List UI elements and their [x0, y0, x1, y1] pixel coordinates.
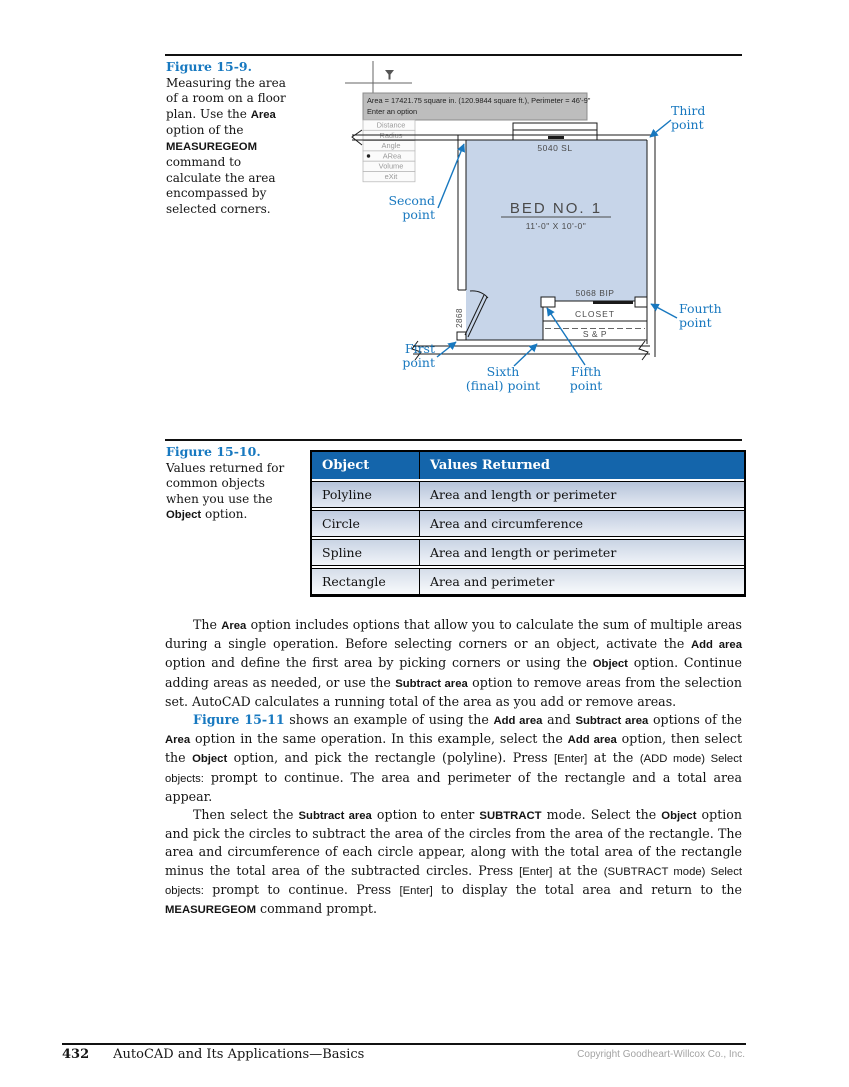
door-size-label: 2868 — [455, 308, 464, 328]
menu-item-exit: eXit — [384, 172, 398, 181]
table-cell-values: Area and circumference — [430, 516, 584, 531]
footer-divider — [62, 1043, 746, 1045]
svg-text:Fifth: Fifth — [570, 364, 602, 379]
table-cell-object: Rectangle — [312, 569, 420, 594]
footer-left — [62, 1047, 364, 1062]
dynamic-input-icon — [385, 70, 394, 80]
copyright-notice: Copyright Goodheart-Willcox Co., Inc. — [577, 1049, 745, 1060]
svg-text:point: point — [671, 117, 704, 132]
room-name-label: BED NO. 1 — [509, 200, 603, 217]
table-header-object: Object — [312, 452, 420, 479]
body-text-column — [165, 616, 742, 919]
dynamic-input-tooltip — [363, 93, 591, 120]
svg-text:Fourth: Fourth — [679, 301, 722, 316]
measuregeom-option-menu — [363, 120, 415, 182]
table-cell-values: Area and perimeter — [430, 574, 555, 589]
tooltip-prompt-text: Enter an option — [367, 107, 418, 116]
menu-item-radius: Radius — [379, 130, 403, 140]
room-area-highlight — [466, 140, 647, 340]
values-returned-table — [310, 450, 746, 597]
table-cell-values: Area and length or perimeter — [430, 545, 617, 560]
wall-break-top-left — [352, 130, 362, 145]
svg-text:First: First — [404, 341, 435, 356]
table-row — [312, 568, 744, 595]
figure-15-9-diagram — [338, 58, 748, 403]
menu-item-angle: Angle — [381, 141, 401, 151]
svg-text:Second: Second — [388, 193, 435, 208]
tooltip-area-text: Area = 17421.75 square in. (120.9844 square ft.), Perimeter = 46'-9" — [367, 96, 591, 105]
selected-option-bullet — [367, 154, 370, 157]
figure-15-10-label: Figure 15-10. — [166, 444, 261, 459]
table-header-values: Values Returned — [430, 458, 551, 473]
figure-15-9-caption: Measuring the area of a room on a floor plan. Use the Area option of the MEASUREGEOM command to calculate the area encompassed by selected corners. — [166, 75, 286, 216]
figure-15-9-caption-block — [166, 59, 288, 217]
paragraph: Then select the Subtract area option to enter SUBTRACT mode. Select the Object option and pick the circles to subtract the area of the circles from the area of the rectangle. The area and circumference of each circle appear, along with the total area of the rectangle minus the total area of the subtracted circles. Press [Enter] at the (SUBTRACT mode) Select objects: prompt to continue. Press [Enter] to display the total area and return to the MEASUREGEOM command prompt. — [165, 807, 743, 917]
table-cell-object: Polyline — [312, 482, 420, 507]
paragraph: The Area option includes options that allow you to calculate the sum of multiple areas during a single operation. Before selecting corners or an object, activate the Add area option and define the first area by picking corners or using the Object option. Continue adding areas as needed, or use the Subtract area option to remove areas from the selection set. AutoCAD calculates a running total of the area as you add or remove areas. — [165, 617, 743, 709]
closet-label: CLOSET — [574, 309, 616, 319]
table-cell-object: Spline — [312, 540, 420, 565]
window-symbol — [513, 123, 597, 140]
svg-text:Third: Third — [671, 103, 706, 118]
menu-item-volume: Volume — [378, 161, 404, 171]
closet-jamb-left — [541, 297, 555, 307]
annotation-first-point — [402, 341, 456, 370]
svg-text:point: point — [679, 315, 712, 330]
figure-15-9-label: Figure 15-9. — [166, 59, 252, 74]
figure-15-10-caption-block — [166, 444, 294, 524]
table-cell-object: Circle — [312, 511, 420, 536]
floor-plan-figure — [338, 58, 748, 403]
table-row — [312, 510, 744, 537]
window-label: 5040 SL — [537, 143, 573, 153]
figure-top-divider — [165, 54, 742, 56]
svg-text:(final) point: (final) point — [465, 378, 541, 393]
table-header-row — [312, 452, 744, 479]
annotation-fourth-point — [651, 301, 722, 330]
svg-text:point: point — [569, 378, 603, 393]
menu-item-area: ARea — [382, 151, 402, 161]
annotation-sixth-point — [466, 344, 540, 393]
table-cell-values: Area and length or perimeter — [430, 487, 617, 502]
annotation-third-point — [650, 103, 705, 137]
table-row — [312, 481, 744, 508]
bypass-door-label: 5068 BIP — [575, 288, 615, 298]
page-number: 432 — [62, 1047, 90, 1062]
menu-item-distance: Distance — [376, 120, 406, 130]
book-title: AutoCAD and Its Applications—Basics — [113, 1047, 365, 1062]
figure-mid-divider — [165, 439, 742, 441]
paragraph: Figure 15-11 shows an example of using the Add area and Subtract area options of the Area option in the same operation. In this example, select the Add area option, then select the Object option, and pick the rectangle (polyline). Press [Enter] at the (ADD mode) Select objects: prompt to continue. The area and perimeter of the rectangle and a total area appear. — [165, 712, 743, 804]
svg-text:Sixth: Sixth — [486, 364, 520, 379]
room-dims-label: 11'-0" X 10'-0" — [525, 221, 587, 231]
table-row — [312, 539, 744, 566]
closet-jamb-right — [635, 297, 647, 307]
svg-text:point: point — [402, 355, 435, 370]
figure-15-10-caption: Values returned for common objects when you use the Object option. — [166, 460, 285, 521]
svg-text:point: point — [402, 207, 435, 222]
shelf-pole-label: S & P — [582, 329, 608, 339]
